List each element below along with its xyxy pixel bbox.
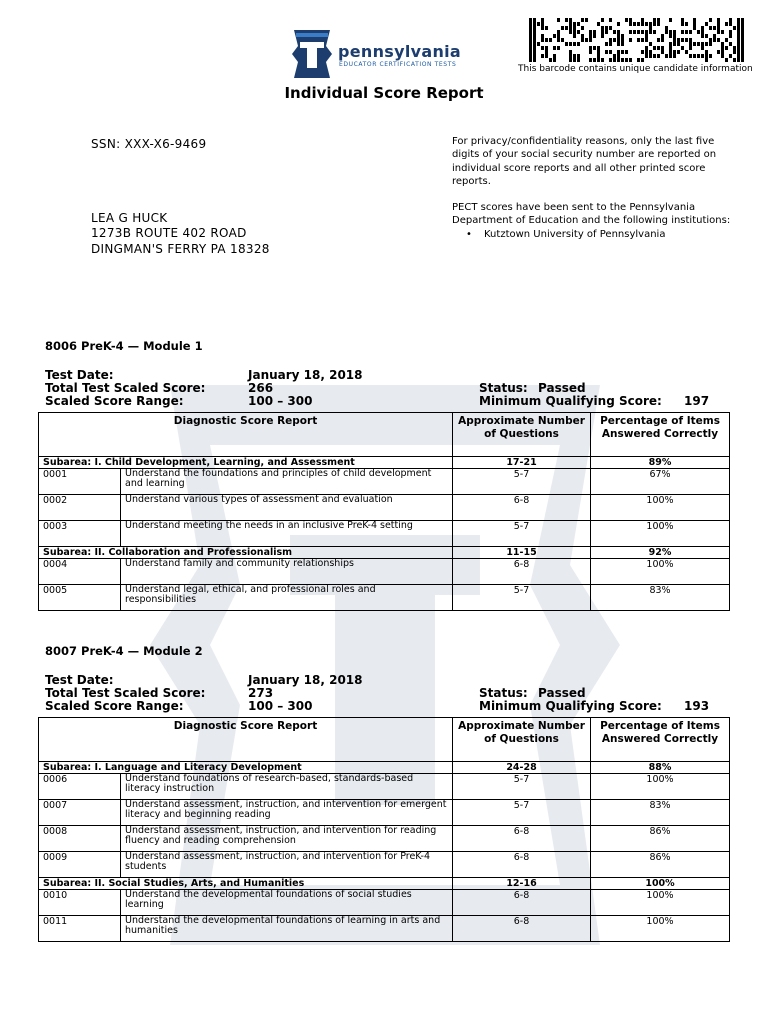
objective-desc: Understand family and community relationships [121,559,453,585]
report-title: Individual Score Report [284,84,484,102]
privacy-notice [452,135,732,241]
subarea-questions: 24-28 [453,762,591,774]
score-range-value: 100 – 300 [248,394,313,408]
objective-code: 0011 [39,916,121,942]
institution-item: • Kutztown University of Pennsylvania [466,228,732,241]
status-label: Status: [479,381,528,395]
objective-desc: Understand meeting the needs in an inclusive PreK-4 setting [121,521,453,547]
test-date-value: January 18, 2018 [248,368,363,382]
sent-to-text: PECT scores have been sent to the Pennsylvania Department of Education and the following institutions: [452,202,731,227]
diagnostic-table-module-1 [38,412,730,611]
module-title: 8006 PreK-4 — Module 1 [45,339,203,353]
col-percent: Percentage of Items Answered Correctly [591,718,730,762]
table-row [39,495,730,521]
total-score-label: Total Test Scaled Score: [45,381,206,395]
keystone-logo-icon [290,28,334,80]
objective-percent: 83% [591,800,730,826]
objective-percent: 100% [591,559,730,585]
score-range-label: Scaled Score Range: [45,699,184,713]
subarea-label: Subarea: I. Child Development, Learning, and Assessment [39,457,453,469]
objective-questions: 5-7 [453,585,591,611]
table-row [39,890,730,916]
table-row [39,916,730,942]
objective-questions: 6-8 [453,916,591,942]
min-score-value: 193 [684,699,710,713]
objective-questions: 6-8 [453,826,591,852]
objective-percent: 67% [591,469,730,495]
status-value: Passed [538,381,586,395]
subarea-label: Subarea: I. Language and Literacy Development [39,762,453,774]
total-score-label: Total Test Scaled Score: [45,686,206,700]
objective-percent: 83% [591,585,730,611]
table-row [39,800,730,826]
col-percent: Percentage of Items Answered Correctly [591,413,730,457]
subarea-questions: 17-21 [453,457,591,469]
objective-code: 0004 [39,559,121,585]
candidate-name: LEA G HUCK [91,211,168,225]
privacy-text: For privacy/confidentiality reasons, only the last five digits of your social security number are reported on individual score reports and all other printed score reports. [452,136,717,187]
objective-percent: 100% [591,916,730,942]
objective-questions: 5-7 [453,521,591,547]
objective-percent: 100% [591,521,730,547]
address-line-2: DINGMAN'S FERRY PA 18328 [91,242,270,256]
subarea-questions: 11-15 [453,547,591,559]
subarea-label: Subarea: II. Collaboration and Professionalism [39,547,453,559]
status-label: Status: [479,686,528,700]
test-date-label: Test Date: [45,368,114,382]
table-row [39,585,730,611]
table-row [39,826,730,852]
subarea-row [39,457,730,469]
min-score-value: 197 [684,394,710,408]
objective-questions: 6-8 [453,559,591,585]
objective-questions: 6-8 [453,495,591,521]
subarea-label: Subarea: II. Social Studies, Arts, and Humanities [39,878,453,890]
table-row [39,469,730,495]
subarea-percent: 88% [591,762,730,774]
subarea-row [39,762,730,774]
ssn: SSN: XXX-X6-9469 [91,137,207,151]
objective-desc: Understand the foundations and principles of child development and learning [121,469,453,495]
objective-desc: Understand the developmental foundations of learning in arts and humanities [121,916,453,942]
subarea-questions: 12-16 [453,878,591,890]
score-range-value: 100 – 300 [248,699,313,713]
objective-code: 0003 [39,521,121,547]
institution-list [452,228,732,241]
total-score-value: 266 [248,381,274,395]
col-report: Diagnostic Score Report [39,718,453,762]
pect-logo [290,28,490,82]
objective-desc: Understand foundations of research-based, standards-based literacy instruction [121,774,453,800]
table-header-row [39,413,730,457]
objective-code: 0005 [39,585,121,611]
module-title: 8007 PreK-4 — Module 2 [45,644,203,658]
col-questions: Approximate Number of Questions [453,413,591,457]
brand-name: pennsylvania [338,42,462,61]
total-score-value: 273 [248,686,274,700]
objective-questions: 5-7 [453,774,591,800]
objective-desc: Understand assessment, instruction, and intervention for PreK-4 students [121,852,453,878]
objective-desc: Understand assessment, instruction, and intervention for reading fluency and reading comprehension [121,826,453,852]
objective-code: 0002 [39,495,121,521]
table-row [39,774,730,800]
objective-questions: 5-7 [453,800,591,826]
objective-desc: Understand legal, ethical, and professional roles and responsibilities [121,585,453,611]
objective-percent: 100% [591,774,730,800]
status-value: Passed [538,686,586,700]
candidate-barcode [529,18,745,62]
test-date-label: Test Date: [45,673,114,687]
subarea-percent: 89% [591,457,730,469]
brand-subtitle: EDUCATOR CERTIFICATION TESTS [339,61,457,68]
objective-questions: 5-7 [453,469,591,495]
min-score-label: Minimum Qualifying Score: [479,394,662,408]
table-header-row [39,718,730,762]
subarea-row [39,878,730,890]
col-report: Diagnostic Score Report [39,413,453,457]
address-line-1: 1273B ROUTE 402 ROAD [91,226,247,240]
objective-desc: Understand the developmental foundations of social studies learning [121,890,453,916]
objective-desc: Understand various types of assessment and evaluation [121,495,453,521]
score-range-label: Scaled Score Range: [45,394,184,408]
subarea-percent: 92% [591,547,730,559]
diagnostic-table-module-2 [38,717,730,942]
subarea-percent: 100% [591,878,730,890]
barcode-caption: This barcode contains unique candidate information [518,64,753,74]
subarea-row [39,547,730,559]
min-score-label: Minimum Qualifying Score: [479,699,662,713]
objective-questions: 6-8 [453,852,591,878]
table-row [39,852,730,878]
objective-percent: 100% [591,890,730,916]
objective-code: 0007 [39,800,121,826]
objective-code: 0009 [39,852,121,878]
table-row [39,559,730,585]
objective-code: 0010 [39,890,121,916]
table-row [39,521,730,547]
objective-desc: Understand assessment, instruction, and intervention for emergent literacy and beginning reading [121,800,453,826]
test-date-value: January 18, 2018 [248,673,363,687]
objective-code: 0008 [39,826,121,852]
objective-percent: 86% [591,852,730,878]
objective-code: 0006 [39,774,121,800]
col-questions: Approximate Number of Questions [453,718,591,762]
objective-questions: 6-8 [453,890,591,916]
objective-percent: 100% [591,495,730,521]
objective-code: 0001 [39,469,121,495]
objective-percent: 86% [591,826,730,852]
